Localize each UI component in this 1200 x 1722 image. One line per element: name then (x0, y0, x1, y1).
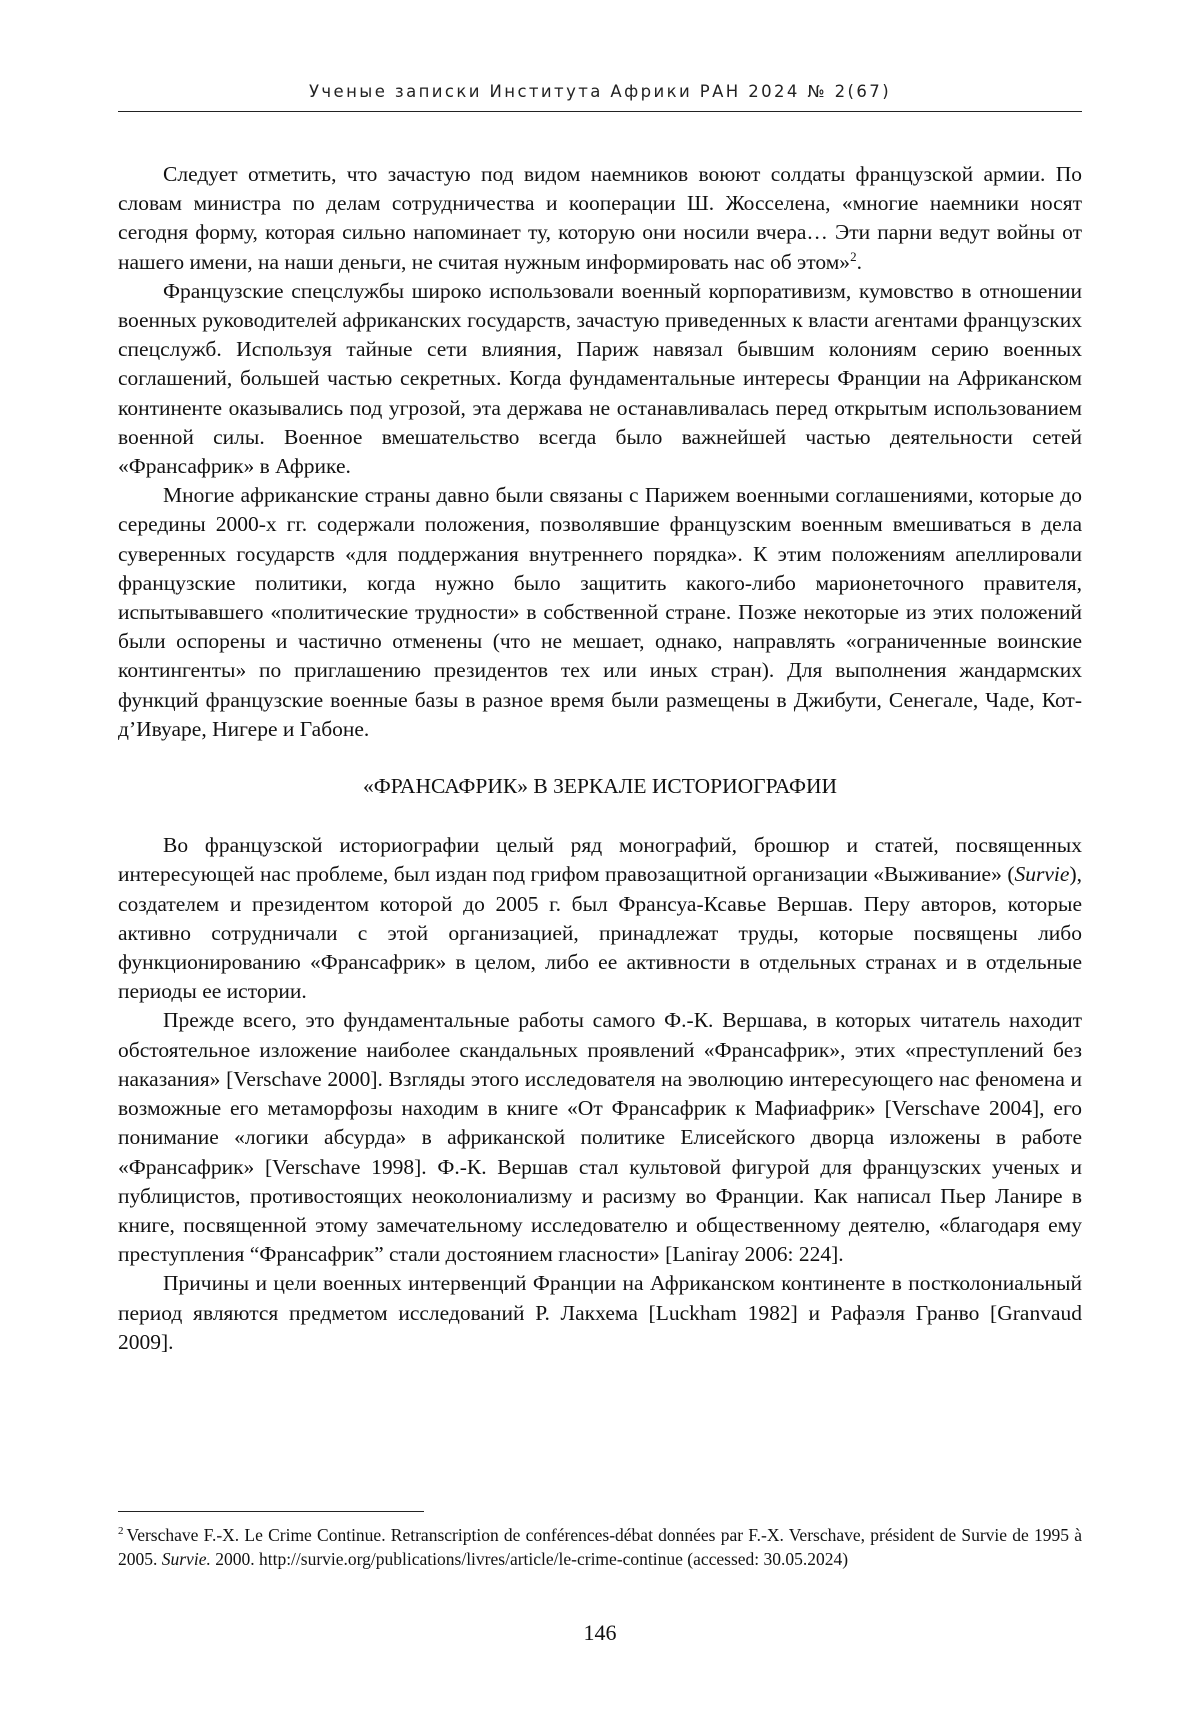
page-number: 146 (583, 1620, 617, 1645)
paragraph-text: Во французской историографии целый ряд монографий, брошюр и статей, посвященных интересующей нас проблеме, был издан под грифом правозащитной организации «Выживание» ( (118, 833, 1082, 887)
footnote-text: 2000. http://survie.org/publications/livres/article/le-crime-continue (accessed: 30.05.2024) (210, 1548, 849, 1569)
paragraph-italic: Survie (1014, 862, 1070, 887)
running-header: Ученые записки Института Африки РАН 2024 № 2(67) (308, 82, 892, 101)
paragraph (118, 160, 1082, 277)
header-rule (118, 111, 1082, 112)
paragraph-text: Следует отметить, что зачастую под видом наемников воюют солдаты французской армии. По словам министра по делам сотрудничества и кооперации Ш. Жосселена, «многие наемники носят сегодня форму, которая сильно напоминает ту, которую они носили вчера… Эти парни ведут войны от нашего имени, на наши деньги, не считая нужным информировать нас об этом» (118, 162, 1082, 274)
main-text (118, 160, 1082, 1357)
paragraph: Причины и цели военных интервенций Франции на Африканском континенте в постколониальный период являются предметом исследований Р. Лакхема [Luckham 1982] и Рафаэля Гранво [Granvaud 2009]. (118, 1271, 1082, 1354)
paragraph: Французские спецслужбы широко использовали военный корпоративизм, кумовство в отношении военных руководителей африканских государств, зачастую приведенных к власти агентами французских спецслужб. Используя тайные сети влияния, Париж навязал бывшим колониям серию военных соглашений, большей частью секретных. Когда фундаментальные интересы Франции на Африканском континенте оказывались под угрозой, эта держава не останавливалась перед открытым использованием военной силы. Военное вмешательство всегда было важнейшей частью деятельности сетей «Франсафрик» в Африке. (118, 278, 1082, 479)
paragraph: Прежде всего, это фундаментальные работы самого Ф.-К. Вершава, в которых читатель находит обстоятельное изложение наиболее скандальных проявлений «Франсафрик», этих «преступлений без наказания» [Verschave 2000]. Взгляды этого исследователя на эволюцию интересующего нас феномена и возможные его метаморфозы находим в книге «От Франсафрик к Мафиафрик» [Verschave 2004], его понимание «логики абсурда» в африканской политике Елисейского дворца изложены в работе «Франсафрик» [Verschave 1998]. Ф.-К. Вершав стал культовой фигурой для французских ученых и публицистов, противостоящих неоколониализму и расизму во Франции. Как написал Пьер Ланире в книге, посвященной этому замечательному исследователю и общественному деятелю, «благодаря ему преступления “Франсафрик” стали достоянием гласности» [Laniray 2006: 224]. (118, 1008, 1082, 1267)
footnote-italic: Survie. (161, 1548, 211, 1569)
paragraph-text: . (856, 249, 862, 274)
section-title: «ФРАНСАФРИК» В ЗЕРКАЛЕ ИСТОРИОГРАФИИ (362, 774, 837, 799)
footnote-ref[interactable]: 2 (850, 248, 857, 264)
paragraph-text: ), создателем и президентом которой до 2005 г. был Франсуа-Ксавье Вершав. Перу авторов, которые активно сотрудничали с этой организацией, принадлежат труды, которые посвящены либо функционированию «Франсафрик» в целом, либо ее активности в отдельных странах и в отдельные периоды ее истории. (118, 862, 1082, 1004)
footnote-text: Verschave F.-X. Le Crime Continue. Retranscription de conférences-débat données par F.-X. Verschave, président de Survie de 1995 à 2005. (118, 1525, 1082, 1569)
paragraph: Многие африканские страны давно были связаны с Парижем военными соглашениями, которые до середины 2000-х гг. содержали положения, позволявшие французским военным вмешиваться в дела суверенных государств «для поддержания внутреннего порядка». К этим положениям апеллировали французские политики, когда нужно было защитить какого-либо марионеточного правителя, испытывавшего «политические трудности» в собственной стране. Позже некоторые из этих положений были оспорены и частично отменены (что не мешает, однако, направлять «ограниченные воинские контингенты» по приглашению президентов тех или иных стран). Для выполнения жандармских функций французские военные базы в разное время были размещены в Джибути, Сенегале, Чаде, Кот-д’Ивуаре, Нигере и Габоне. (118, 483, 1082, 741)
paragraph (118, 831, 1082, 1006)
footnote-number: 2 (118, 1525, 124, 1537)
footnote-rule (118, 1511, 424, 1512)
footnote (118, 1524, 1082, 1571)
